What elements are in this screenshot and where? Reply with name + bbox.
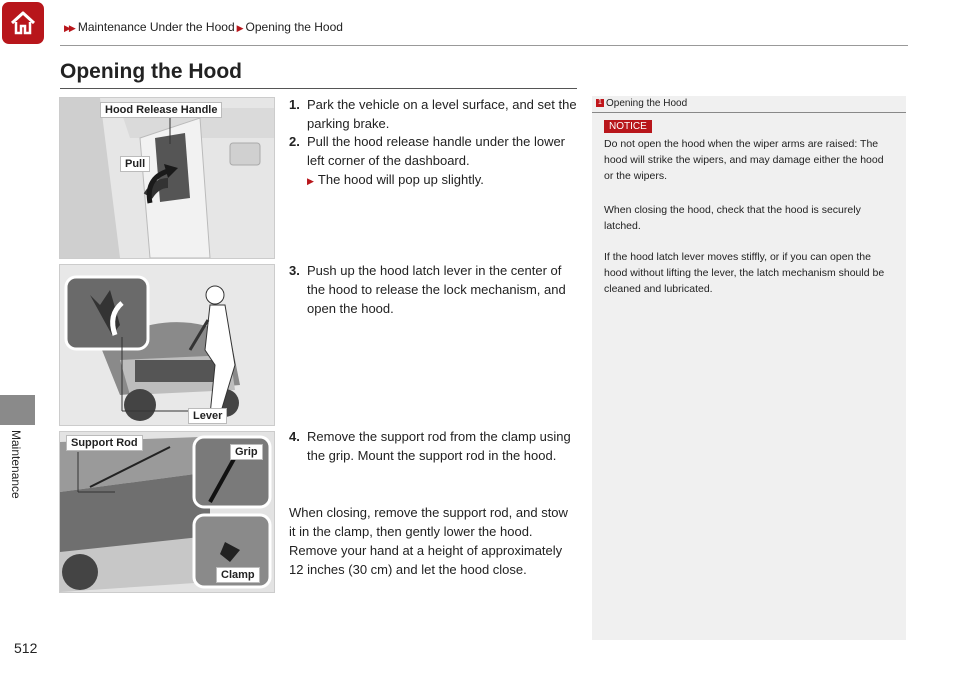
note-divider bbox=[592, 112, 906, 113]
closing-paragraph: When closing, remove the support rod, and stow it in the clamp, then gently lower the hood. Remove your hand at a height of approximately 12 inches (30 cm) and let the hood close. bbox=[289, 505, 568, 577]
result-arrow-icon: ▶ bbox=[307, 176, 314, 186]
side-note bbox=[592, 96, 906, 640]
home-button[interactable] bbox=[2, 2, 44, 44]
breadcrumb-arrow-icon: ▶▶ bbox=[64, 23, 74, 33]
pull-label: Pull bbox=[120, 156, 150, 172]
hood-latch-figure bbox=[59, 264, 275, 426]
step-1 bbox=[289, 95, 579, 133]
hood-release-figure bbox=[59, 97, 275, 259]
step-result bbox=[289, 170, 579, 191]
step-number: 3. bbox=[289, 263, 300, 278]
title-divider bbox=[60, 88, 577, 89]
notice-badge: NOTICE bbox=[604, 120, 652, 133]
step-4 bbox=[289, 427, 574, 465]
step-text: Pull the hood release handle under the lower left corner of the dashboard. bbox=[307, 134, 566, 168]
note-paragraph: If the hood latch lever moves stiffly, or if you can open the hood without lifting the lever, the latch mechanism should be cleaned and lubricated. bbox=[604, 251, 885, 295]
breadcrumb-section-link[interactable]: Maintenance Under the Hood bbox=[77, 20, 235, 34]
support-rod-label: Support Rod bbox=[66, 435, 143, 451]
header-divider bbox=[60, 45, 908, 46]
lever-label: Lever bbox=[188, 408, 227, 424]
support-rod-figure bbox=[59, 431, 275, 593]
page-title: Opening the Hood bbox=[60, 60, 242, 83]
step-number: 1. bbox=[289, 97, 300, 112]
step-2 bbox=[289, 132, 579, 191]
sidebar-section-label: Maintenance bbox=[9, 430, 23, 499]
note-heading-text: Opening the Hood bbox=[606, 98, 688, 109]
grip-label: Grip bbox=[230, 444, 263, 460]
hood-release-handle-label: Hood Release Handle bbox=[100, 102, 222, 118]
breadcrumb-arrow-icon: ▶ bbox=[236, 23, 244, 33]
breadcrumb-page-link[interactable]: Opening the Hood bbox=[245, 20, 343, 34]
step-text: Park the vehicle on a level surface, and set the parking brake. bbox=[307, 97, 577, 131]
breadcrumb bbox=[64, 20, 343, 34]
page-number: 512 bbox=[14, 640, 38, 656]
clamp-label: Clamp bbox=[216, 567, 260, 583]
hood-latch-illustration bbox=[60, 265, 274, 425]
sidebar-section-tab[interactable] bbox=[0, 395, 35, 425]
step-result-text: The hood will pop up slightly. bbox=[317, 172, 484, 187]
step-text: Remove the support rod from the clamp using the grip. Mount the support rod in the hood. bbox=[307, 429, 571, 463]
step-text: Push up the hood latch lever in the center of the hood to release the lock mechanism, and open the hood. bbox=[307, 263, 566, 316]
hood-release-illustration bbox=[60, 98, 274, 258]
note-reference-icon: 1 bbox=[596, 99, 604, 107]
note-paragraph: When closing the hood, check that the hood is securely latched. bbox=[604, 204, 861, 232]
step-number: 4. bbox=[289, 429, 300, 444]
step-3 bbox=[289, 261, 579, 318]
note-heading bbox=[596, 98, 687, 109]
step-number: 2. bbox=[289, 134, 300, 149]
home-icon bbox=[9, 10, 37, 36]
note-paragraph: Do not open the hood when the wiper arms are raised: The hood will strike the wipers, and may damage either the hood or the wipers. bbox=[604, 138, 884, 182]
